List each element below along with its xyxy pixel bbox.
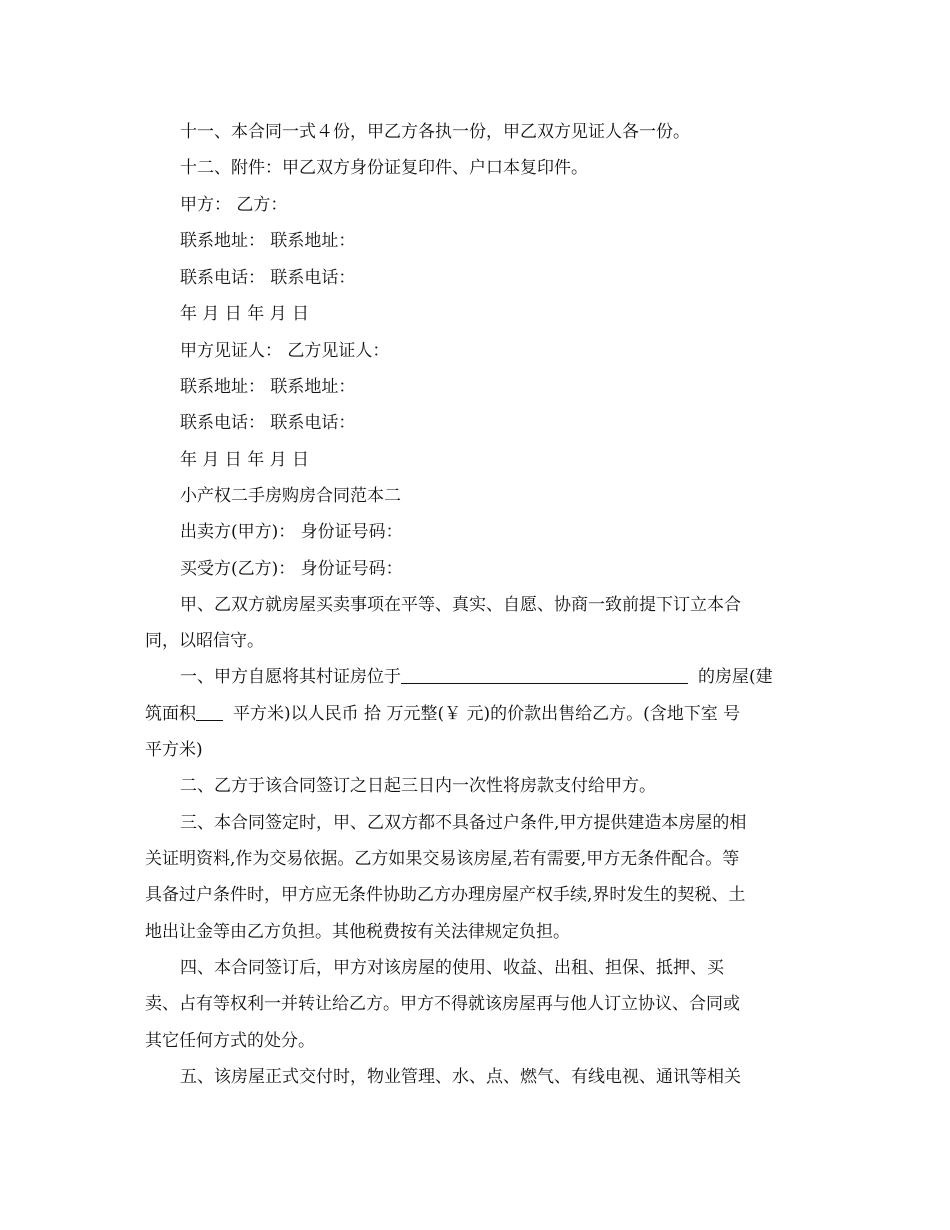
clause-4-line-2: 卖、占有等权利一并转让给乙方。甲方不得就该房屋再与他人订立协议、合同或 [145, 994, 740, 1014]
buyer-line: 买受方(乙方)： 身份证号码： [180, 559, 403, 579]
clause-2: 二、乙方于该合同签订之日起三日内一次性将房款支付给甲方。 [180, 776, 656, 796]
clause-1-text-start: 一、甲方自愿将其村证房位于 [180, 667, 401, 687]
clause-1-line-2 [145, 703, 740, 725]
area-blank [196, 703, 223, 721]
clause-3-line-3: 具备过户条件时，甲方应无条件协助乙方办理房屋产权手续,界时发生的契税、土 [145, 885, 746, 905]
clause-1-price-text: 平方米)以人民币 拾 万元整(￥ 元)的价款出售给乙方。(含地下室 号 [233, 704, 741, 724]
section-heading: 小产权二手房购房合同范本二 [180, 486, 401, 506]
signature-date-line: 年 月 日 年 月 日 [180, 304, 310, 324]
clause-3-line-4: 地出让金等由乙方负担。其他税费按有关法律规定负担。 [145, 922, 570, 942]
clause-1-text-end: 的房屋(建 [698, 667, 773, 687]
preamble-line-1: 甲、乙双方就房屋买卖事项在平等、真实、自愿、协商一致前提下订立本合 [180, 595, 741, 615]
clause-12-attachments: 十二、附件：甲乙双方身份证复印件、户口本复印件。 [180, 158, 588, 178]
clause-4-line-3: 其它任何方式的处分。 [145, 1031, 315, 1051]
clause-5-line-1: 五、该房屋正式交付时，物业管理、水、点、燃气、有线电视、通讯等相关 [180, 1067, 741, 1087]
clause-4-line-1: 四、本合同签订后，甲方对该房屋的使用、收益、出租、担保、抵押、买 [180, 958, 724, 978]
area-label: 筑面积 [145, 704, 196, 724]
clause-3-line-1: 三、本合同签定时，甲、乙双方都不具备过户条件,甲方提供建造本房屋的相 [180, 813, 747, 833]
witness-phone-line: 联系电话： 联系电话： [180, 413, 356, 433]
preamble-line-2: 同，以昭信守。 [145, 631, 264, 651]
clause-1-line-1 [180, 666, 773, 688]
witness-date-line: 年 月 日 年 月 日 [180, 450, 310, 470]
seller-line: 出卖方(甲方)： 身份证号码： [180, 522, 403, 542]
clause-1-line-3: 平方米) [145, 740, 203, 760]
clause-3-line-2: 关证明资料,作为交易依据。乙方如果交易该房屋,若有需要,甲方无条件配合。等 [145, 849, 740, 869]
clause-11: 十一、本合同一式４份，甲乙方各执一份，甲乙双方见证人各一份。 [180, 122, 690, 142]
signature-parties-line: 甲方： 乙方： [180, 195, 288, 215]
witness-address-line: 联系地址： 联系地址： [180, 377, 356, 397]
signature-phone-line: 联系电话： 联系电话： [180, 268, 356, 288]
signature-address-line: 联系地址： 联系地址： [180, 231, 356, 251]
witness-line: 甲方见证人： 乙方见证人： [180, 341, 390, 361]
location-blank [401, 666, 688, 684]
